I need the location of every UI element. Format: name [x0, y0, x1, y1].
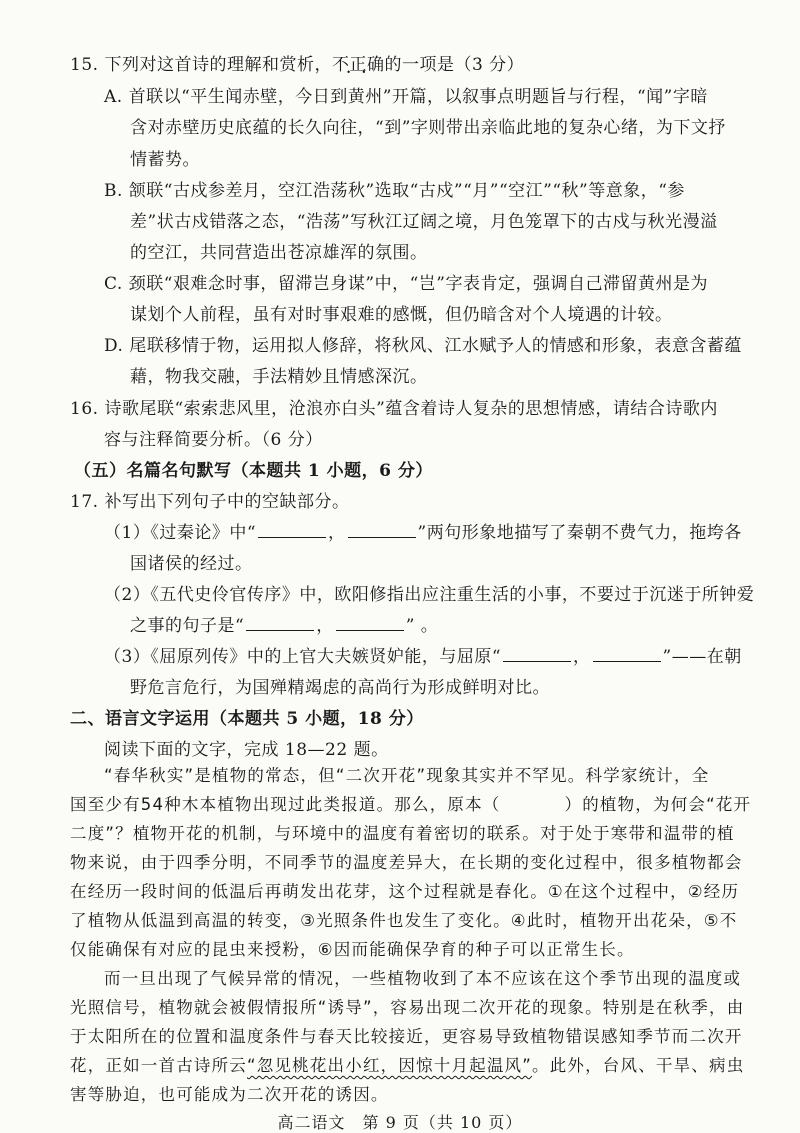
- q15-emphasis-text: 不正确 • •: [332, 55, 385, 75]
- q17-item1-line2: 国诸侯的经过。: [130, 554, 253, 574]
- passage-p2-line2: 光照信号，植物就会被假情报所“诱导”，容易出现二次开花的现象。特别是在秋季，由: [70, 998, 745, 1017]
- q17-item2-line1: （2）《五代史伶官传序》中，欧阳修指出应注重生活的小事，不要过于沉迷于所钟爱: [104, 585, 755, 605]
- passage-p2-line3: 于太阳所在的位置和温度条件与春天比较接近，更容易导致植物错误感知季节而二次开: [70, 1027, 743, 1046]
- q17-item1-suffix: ”两句形象地描写了秦朝不费气力，拖垮各: [417, 523, 742, 543]
- passage-p1-line7: 仅能确保有对应的昆虫来授粉，⑥因而能确保孕育的种子可以正常生长。: [70, 940, 635, 959]
- answer-blank[interactable]: [348, 522, 416, 538]
- passage-text: 国至少有54种木本植物出现过此类报道。那么，原本（: [70, 795, 501, 814]
- passage-text: 花，正如一首古诗所云: [70, 1056, 247, 1075]
- passage-text: ）的植物，为何会“花开: [564, 795, 752, 814]
- q17-item3-line2: 野危言危行，为国殚精竭虑的高尚行为形成鲜明对比。: [130, 678, 550, 698]
- q15-option-b-line3: 的空江，共同营造出苍凉雄浑的氛围。: [130, 243, 428, 263]
- passage-p1-line3: 二度”？植物开花的机制，与环境中的温度有着密切的联系。对于处于寒带和温带的植: [70, 824, 735, 843]
- passage-p1-line2: [70, 794, 751, 816]
- q15-option-c-line1: C. 颈联“艰难念时事，留滞岂身谋”中，“岂”字表肯定，强调自己滞留黄州是为: [104, 274, 708, 294]
- q17-item1-prefix: （1）《过秦论》中“: [104, 523, 257, 543]
- q17-item3-suffix: ”——在朝: [662, 647, 742, 667]
- q15-option-a-line2: 含对赤壁历史底蕴的长久向往，“到”字则带出亲临此地的复杂心绪，为下文抒: [130, 118, 726, 138]
- q17-item3-line1: [104, 646, 742, 668]
- passage-p1-line5: 在经历一段时间的低温后再萌发出花芽，这个过程就是春化。①在这个过程中，②经历: [70, 882, 740, 901]
- answer-blank[interactable]: [336, 615, 404, 631]
- q17-stem: 17. 补写出下列句子中的空缺部分。: [70, 492, 350, 512]
- passage-p1-line4: 物来说，由于四季分明，不同季节的温度差异大，在长期的变化过程中，很多植物都会: [70, 853, 743, 872]
- passage-p1-line6: 了植物从低温到高温的转变，③光照条件也发生了变化。④此时，植物开出花朵，⑤不: [70, 911, 738, 930]
- answer-blank[interactable]: [503, 646, 571, 662]
- q15-option-b-line2: 差”状古戍错落之态，“浩荡”写秋江辽阔之境，月色笼罩下的古戍与秋光漫溢: [130, 212, 718, 232]
- q15-option-a-line3: 情蓄势。: [130, 150, 200, 170]
- q17-item1-line1: [104, 522, 742, 544]
- poem-quote-wavy-underline: “忽见桃花出小红，因惊十月起温风”: [247, 1056, 532, 1075]
- comma: ，: [573, 647, 591, 667]
- q15-option-a-line1: A. 首联以“平生闻赤壁，今日到黄州”开篇，以叙事点明题旨与行程，“闻”字暗: [104, 87, 708, 107]
- q16-line1: 16. 诗歌尾联“索索悲风里，沧浪亦白头”蕴含着诗人复杂的思想情感，请结合诗歌内: [70, 399, 718, 419]
- answer-blank[interactable]: [246, 615, 314, 631]
- q17-item2-prefix: 之事的句子是“: [130, 616, 245, 636]
- q17-item2-suffix: ” 。: [405, 616, 439, 636]
- passage-p2-line1: 而一旦出现了气候异常的情况，一些植物收到了本不应该在这个季节出现的温度或: [104, 969, 742, 988]
- q15-option-b-line1: B. 颔联“古戍参差月，空江浩荡秋”选取“古戍”“月”“空江”“秋”等意象，“参: [104, 181, 685, 201]
- section5-title: （五）名篇名句默写（本题共 1 小题，6 分）: [74, 461, 433, 481]
- q16-line2: 容与注释简要分析。（6 分）: [104, 430, 323, 450]
- comma: ，: [328, 523, 346, 543]
- page-footer: 高二语文 第 9 页（共 10 页）: [277, 1113, 523, 1132]
- part2-title: 二、语言文字运用（本题共 5 小题，18 分）: [70, 709, 424, 729]
- passage-p1-line1: “春华秋实”是植物的常态，但“二次开花”现象其实并不罕见。科学家统计，全: [104, 766, 710, 785]
- q17-item2-line2: [130, 615, 438, 637]
- answer-blank[interactable]: [258, 522, 326, 538]
- q15-score: 的一项是（3 分）: [384, 55, 525, 75]
- passage-p2-line4: [70, 1055, 744, 1077]
- part2-instruction: 阅读下面的文字，完成 18—22 题。: [104, 740, 389, 760]
- answer-blank[interactable]: [593, 646, 661, 662]
- passage-text: 。此外，台风、干旱、病虫: [532, 1056, 745, 1075]
- q15-option-c-line2: 谋划个人前程，虽有对时事艰难的感慨，但仍暗含对个人境遇的计较。: [130, 305, 673, 325]
- passage-p2-line5: 害等胁迫，也可能成为二次开花的诱因。: [70, 1085, 389, 1104]
- q17-item3-prefix: （3）《屈原列传》中的上官大夫嫉贤妒能，与屈原“: [104, 647, 502, 667]
- q15-option-d-line1: D. 尾联移情于物，运用拟人修辞，将秋风、江水赋予人的情感和形象，表意含蓄蕴: [104, 336, 742, 356]
- q15-stem: [70, 54, 524, 76]
- q15-option-d-line2: 藉，物我交融，手法精妙且情感深沉。: [130, 367, 428, 387]
- q15-stem-text: 15. 下列对这首诗的理解和赏析，: [70, 55, 332, 75]
- comma: ，: [316, 616, 334, 636]
